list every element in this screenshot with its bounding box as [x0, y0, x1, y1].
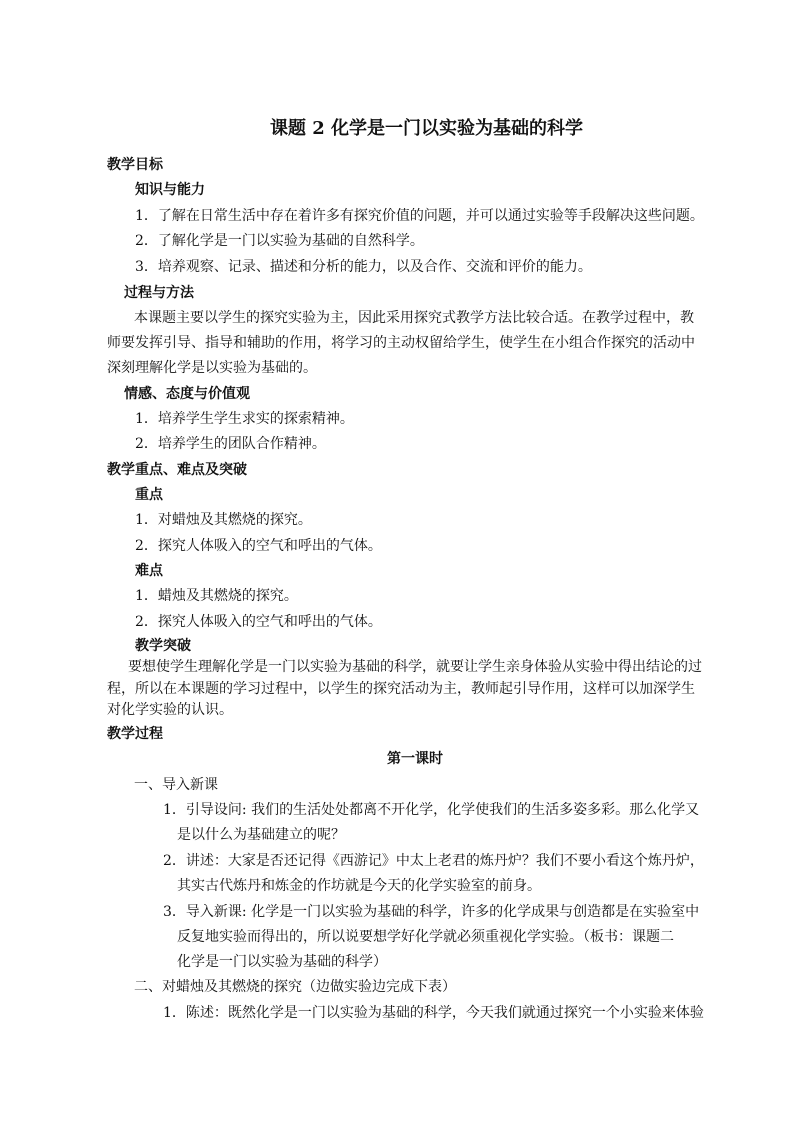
paragraph-line: 师要发挥引导、指导和辅助的作用，将学习的主动权留给学生，使学生在小组合作探究的活动中	[107, 335, 695, 351]
list-item: 2．培养学生的团队合作精神。	[135, 436, 326, 452]
subheading-knowledge: 知识与能力	[135, 182, 205, 198]
paragraph-line: 程，所以在本课题的学习过程中，以学生的探究活动为主，教师起引导作用，这样可以加深学生	[107, 681, 695, 697]
list-item: 1．培养学生学生求实的探索精神。	[135, 411, 354, 427]
subheading-process: 过程与方法	[124, 285, 194, 301]
list-item-continuation: 其实古代炼丹和炼金的作坊就是今天的化学实验室的前身。	[177, 878, 541, 894]
subheading-focus: 重点	[135, 487, 163, 503]
list-item: 1．引导设问: 我们的生活处处都离不开化学，化学使我们的生活多姿多彩。那么化学又	[163, 802, 700, 818]
list-item-continuation: 化学是一门以实验为基础的科学）	[177, 954, 387, 970]
list-item: 1．蜡烛及其燃烧的探究。	[135, 588, 298, 604]
part-heading: 一、导入新课	[134, 777, 218, 793]
list-item-continuation: 是以什么为基础建立的呢？	[177, 827, 345, 843]
list-item: 1．对蜡烛及其燃烧的探究。	[135, 512, 312, 528]
list-item: 1．陈述：既然化学是一门以实验为基础的科学，今天我们就通过探究一个小实验来体验	[163, 1005, 704, 1021]
subheading-breakthrough: 教学突破	[135, 638, 191, 654]
paragraph-line: 本课题主要以学生的探究实验为主，因此采用探究式教学方法比较合适。在教学过程中，教	[134, 310, 694, 326]
paragraph-line: 要想使学生理解化学是一门以实验为基础的科学，就要让学生亲身体验从实验中得出结论的过	[128, 659, 702, 675]
section-heading-objectives: 教学目标	[107, 157, 163, 173]
subheading-attitude: 情感、态度与价值观	[124, 386, 250, 402]
lesson-heading: 第一课时	[387, 751, 443, 767]
list-item: 2．讲述：大家是否还记得《西游记》中太上老君的炼丹炉？我们不要小看这个炼丹炉，	[163, 853, 704, 869]
paragraph-line: 深刻理解化学是以实验为基础的。	[107, 360, 317, 376]
section-heading-keypoints: 教学重点、难点及突破	[107, 462, 247, 478]
list-item: 2．探究人体吸入的空气和呼出的气体。	[135, 614, 382, 630]
paragraph-line: 对化学实验的认识。	[107, 702, 233, 718]
list-item: 3．导入新课: 化学是一门以实验为基础的科学，许多的化学成果与创造都是在实验室中	[163, 904, 700, 920]
list-item-continuation: 反复地实验而得出的，所以说要想学好化学就必须重视化学实验。（板书：课题二	[177, 929, 674, 945]
part-heading: 二、对蜡烛及其燃烧的探究（边做实验边完成下表）	[134, 979, 456, 995]
list-item: 3．培养观察、记录、描述和分析的能力，以及合作、交流和评价的能力。	[135, 259, 592, 275]
section-heading-process: 教学过程	[107, 726, 163, 742]
list-item: 2．探究人体吸入的空气和呼出的气体。	[135, 538, 382, 554]
list-item: 2．了解化学是一门以实验为基础的自然科学。	[135, 233, 424, 249]
list-item: 1．了解在日常生活中存在着许多有探究价值的问题，并可以通过实验等手段解决这些问题。	[135, 208, 704, 224]
page-title: 课题 2 化学是一门以实验为基础的科学	[270, 118, 584, 139]
subheading-difficulty: 难点	[135, 563, 163, 579]
